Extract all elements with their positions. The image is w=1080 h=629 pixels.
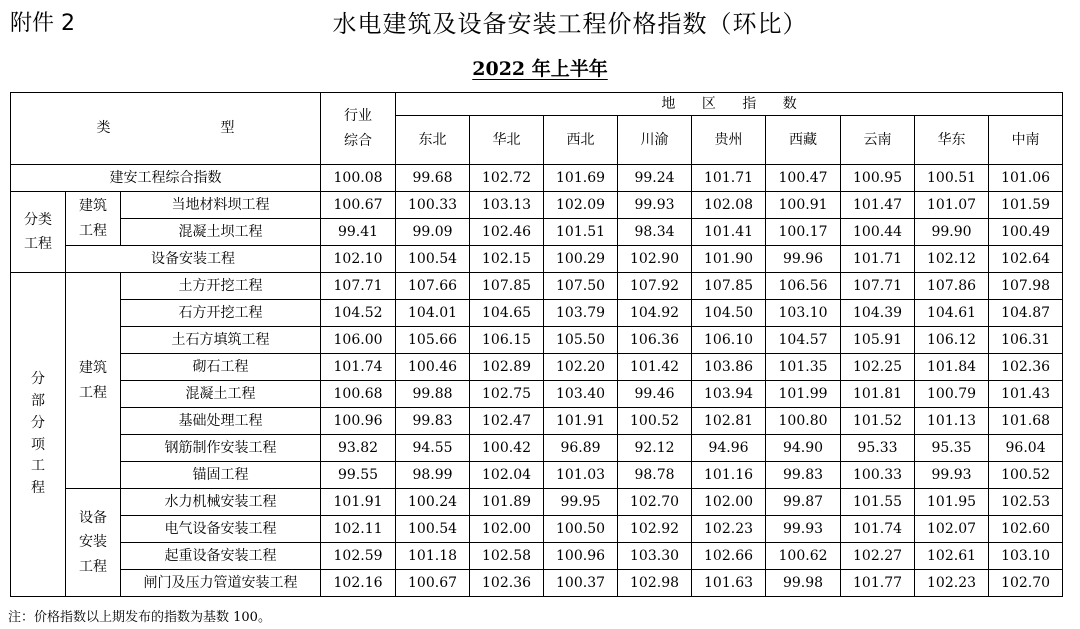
index-value: 101.74 <box>321 354 396 381</box>
index-value: 106.36 <box>618 327 692 354</box>
table-row <box>11 435 1063 462</box>
index-value: 94.96 <box>692 435 766 462</box>
index-value: 101.43 <box>989 381 1063 408</box>
row-label: 钢筋制作安装工程 <box>121 435 321 462</box>
index-value: 102.27 <box>841 543 915 570</box>
index-value: 101.89 <box>470 489 544 516</box>
index-value: 101.81 <box>841 381 915 408</box>
index-value: 99.09 <box>396 219 470 246</box>
table-row <box>11 516 1063 543</box>
index-value: 104.87 <box>989 300 1063 327</box>
index-value: 101.35 <box>766 354 841 381</box>
index-value: 93.82 <box>321 435 396 462</box>
region-header: 中南 <box>989 116 1063 165</box>
index-value: 99.96 <box>766 246 841 273</box>
row-label: 混凝土工程 <box>121 381 321 408</box>
table-row <box>11 570 1063 597</box>
index-value: 107.98 <box>989 273 1063 300</box>
row-label: 闸门及压力管道安装工程 <box>121 570 321 597</box>
index-value: 105.66 <box>396 327 470 354</box>
index-value: 101.59 <box>989 192 1063 219</box>
index-value: 100.67 <box>321 192 396 219</box>
index-value: 101.03 <box>544 462 618 489</box>
table-row <box>11 165 1063 192</box>
index-value: 100.50 <box>544 516 618 543</box>
index-value: 100.49 <box>989 219 1063 246</box>
index-value: 105.91 <box>841 327 915 354</box>
price-index-table <box>10 92 1063 597</box>
index-value: 99.41 <box>321 219 396 246</box>
index-value: 101.13 <box>915 408 989 435</box>
index-value: 102.75 <box>470 381 544 408</box>
index-value: 102.90 <box>618 246 692 273</box>
index-value: 99.93 <box>618 192 692 219</box>
row-label: 土方开挖工程 <box>121 273 321 300</box>
index-value: 102.15 <box>470 246 544 273</box>
index-value: 101.55 <box>841 489 915 516</box>
index-value: 100.79 <box>915 381 989 408</box>
row-label: 锚固工程 <box>121 462 321 489</box>
index-value: 99.24 <box>618 165 692 192</box>
table-row <box>11 300 1063 327</box>
index-value: 99.46 <box>618 381 692 408</box>
group-subitem: 分 部 分 项 工 程 <box>11 273 66 597</box>
index-value: 104.52 <box>321 300 396 327</box>
index-value: 100.42 <box>470 435 544 462</box>
index-value: 102.36 <box>470 570 544 597</box>
index-value: 106.00 <box>321 327 396 354</box>
header-row-1 <box>11 93 1063 116</box>
index-value: 99.98 <box>766 570 841 597</box>
index-value: 99.87 <box>766 489 841 516</box>
row-label: 石方开挖工程 <box>121 300 321 327</box>
index-value: 107.85 <box>470 273 544 300</box>
index-value: 96.89 <box>544 435 618 462</box>
region-header: 西北 <box>544 116 618 165</box>
index-value: 101.99 <box>766 381 841 408</box>
index-value: 101.07 <box>915 192 989 219</box>
index-value: 99.88 <box>396 381 470 408</box>
table-row <box>11 408 1063 435</box>
index-value: 100.37 <box>544 570 618 597</box>
index-value: 99.55 <box>321 462 396 489</box>
index-value: 106.10 <box>692 327 766 354</box>
index-value: 106.15 <box>470 327 544 354</box>
index-value: 100.51 <box>915 165 989 192</box>
index-value: 104.39 <box>841 300 915 327</box>
table-row <box>11 354 1063 381</box>
index-value: 102.64 <box>989 246 1063 273</box>
index-value: 102.81 <box>692 408 766 435</box>
index-value: 102.07 <box>915 516 989 543</box>
row-label: 砌石工程 <box>121 354 321 381</box>
index-value: 107.92 <box>618 273 692 300</box>
index-value: 102.04 <box>470 462 544 489</box>
index-value: 102.70 <box>989 570 1063 597</box>
table-row <box>11 489 1063 516</box>
table-row <box>11 246 1063 273</box>
region-header: 东北 <box>396 116 470 165</box>
index-value: 100.96 <box>321 408 396 435</box>
index-value: 101.74 <box>841 516 915 543</box>
index-value: 102.00 <box>470 516 544 543</box>
index-value: 103.79 <box>544 300 618 327</box>
index-value: 104.01 <box>396 300 470 327</box>
index-value: 100.54 <box>396 516 470 543</box>
index-value: 100.96 <box>544 543 618 570</box>
region-header: 川渝 <box>618 116 692 165</box>
index-value: 100.80 <box>766 408 841 435</box>
group-subitem-installation: 设备 安装 工程 <box>66 489 121 597</box>
index-value: 100.33 <box>396 192 470 219</box>
index-value: 101.91 <box>544 408 618 435</box>
index-value: 106.56 <box>766 273 841 300</box>
table-row <box>11 381 1063 408</box>
index-value: 107.71 <box>321 273 396 300</box>
index-value: 103.86 <box>692 354 766 381</box>
index-value: 98.78 <box>618 462 692 489</box>
index-value: 103.94 <box>692 381 766 408</box>
table-row <box>11 327 1063 354</box>
index-value: 101.68 <box>989 408 1063 435</box>
index-value: 102.46 <box>470 219 544 246</box>
index-value: 101.41 <box>692 219 766 246</box>
index-value: 102.58 <box>470 543 544 570</box>
index-value: 98.99 <box>396 462 470 489</box>
attachment-label: 附件 2 <box>10 11 75 36</box>
index-value: 94.90 <box>766 435 841 462</box>
index-value: 101.71 <box>841 246 915 273</box>
index-value: 102.23 <box>692 516 766 543</box>
index-value: 102.47 <box>470 408 544 435</box>
index-value: 100.54 <box>396 246 470 273</box>
index-value: 100.33 <box>841 462 915 489</box>
index-value: 100.29 <box>544 246 618 273</box>
index-value: 107.86 <box>915 273 989 300</box>
index-value: 100.62 <box>766 543 841 570</box>
index-value: 102.12 <box>915 246 989 273</box>
group-subitem-building: 建筑 工程 <box>66 273 121 489</box>
index-value: 104.50 <box>692 300 766 327</box>
index-value: 100.17 <box>766 219 841 246</box>
index-value: 99.83 <box>766 462 841 489</box>
type-header: 类 型 <box>11 93 321 165</box>
row-label: 设备安装工程 <box>66 246 321 273</box>
region-header: 云南 <box>841 116 915 165</box>
index-value: 101.69 <box>544 165 618 192</box>
index-value: 102.53 <box>989 489 1063 516</box>
index-value: 95.35 <box>915 435 989 462</box>
index-value: 101.71 <box>692 165 766 192</box>
index-value: 102.66 <box>692 543 766 570</box>
region-index-header: 地 区 指 数 <box>396 93 1063 116</box>
index-value: 102.92 <box>618 516 692 543</box>
index-value: 102.59 <box>321 543 396 570</box>
index-value: 102.11 <box>321 516 396 543</box>
index-value: 100.44 <box>841 219 915 246</box>
index-value: 101.18 <box>396 543 470 570</box>
industry-header: 行业 综合 <box>321 93 396 165</box>
index-value: 101.77 <box>841 570 915 597</box>
index-value: 103.10 <box>766 300 841 327</box>
index-value: 99.68 <box>396 165 470 192</box>
region-header: 贵州 <box>692 116 766 165</box>
table-row <box>11 192 1063 219</box>
index-value: 100.24 <box>396 489 470 516</box>
index-value: 102.36 <box>989 354 1063 381</box>
region-header: 西藏 <box>766 116 841 165</box>
index-value: 92.12 <box>618 435 692 462</box>
table-row <box>11 462 1063 489</box>
row-label: 电气设备安装工程 <box>121 516 321 543</box>
table-row <box>11 273 1063 300</box>
group-classification: 分类 工程 <box>11 192 66 273</box>
index-value: 102.89 <box>470 354 544 381</box>
index-value: 107.85 <box>692 273 766 300</box>
index-value: 99.90 <box>915 219 989 246</box>
index-value: 104.65 <box>470 300 544 327</box>
row-label: 建安工程综合指数 <box>11 165 321 192</box>
index-value: 101.52 <box>841 408 915 435</box>
index-value: 104.57 <box>766 327 841 354</box>
index-value: 100.67 <box>396 570 470 597</box>
index-value: 95.33 <box>841 435 915 462</box>
index-value: 105.50 <box>544 327 618 354</box>
row-label: 当地材料坝工程 <box>121 192 321 219</box>
index-value: 99.83 <box>396 408 470 435</box>
index-value: 101.51 <box>544 219 618 246</box>
region-header: 华东 <box>915 116 989 165</box>
index-value: 102.25 <box>841 354 915 381</box>
index-value: 100.95 <box>841 165 915 192</box>
index-value: 99.95 <box>544 489 618 516</box>
index-value: 102.23 <box>915 570 989 597</box>
index-value: 101.63 <box>692 570 766 597</box>
index-value: 103.30 <box>618 543 692 570</box>
index-value: 101.06 <box>989 165 1063 192</box>
index-value: 102.08 <box>692 192 766 219</box>
group-building: 建筑 工程 <box>66 192 121 246</box>
footnote: 注：价格指数以上期发布的指数为基数 100。 <box>8 610 271 625</box>
table-row <box>11 543 1063 570</box>
index-value: 102.10 <box>321 246 396 273</box>
index-value: 103.13 <box>470 192 544 219</box>
index-value: 100.46 <box>396 354 470 381</box>
index-value: 106.31 <box>989 327 1063 354</box>
index-value: 103.40 <box>544 381 618 408</box>
row-label: 混凝土坝工程 <box>121 219 321 246</box>
index-value: 101.95 <box>915 489 989 516</box>
index-value: 104.61 <box>915 300 989 327</box>
table-row <box>11 219 1063 246</box>
index-value: 96.04 <box>989 435 1063 462</box>
index-value: 100.91 <box>766 192 841 219</box>
index-value: 99.93 <box>766 516 841 543</box>
index-value: 100.08 <box>321 165 396 192</box>
index-value: 102.09 <box>544 192 618 219</box>
index-value: 102.72 <box>470 165 544 192</box>
index-value: 100.47 <box>766 165 841 192</box>
index-value: 107.71 <box>841 273 915 300</box>
index-value: 98.34 <box>618 219 692 246</box>
index-value: 101.84 <box>915 354 989 381</box>
index-value: 104.92 <box>618 300 692 327</box>
index-value: 102.20 <box>544 354 618 381</box>
row-label: 土石方填筑工程 <box>121 327 321 354</box>
index-value: 101.42 <box>618 354 692 381</box>
row-label: 起重设备安装工程 <box>121 543 321 570</box>
index-value: 102.16 <box>321 570 396 597</box>
index-value: 100.52 <box>618 408 692 435</box>
index-value: 101.16 <box>692 462 766 489</box>
index-value: 102.60 <box>989 516 1063 543</box>
page-title: 水电建筑及设备安装工程价格指数（环比） <box>332 10 808 38</box>
index-value: 102.98 <box>618 570 692 597</box>
index-value: 107.50 <box>544 273 618 300</box>
index-value: 102.61 <box>915 543 989 570</box>
index-value: 103.10 <box>989 543 1063 570</box>
index-value: 99.93 <box>915 462 989 489</box>
index-value: 106.12 <box>915 327 989 354</box>
index-value: 102.70 <box>618 489 692 516</box>
index-value: 94.55 <box>396 435 470 462</box>
row-label: 水力机械安装工程 <box>121 489 321 516</box>
index-value: 101.91 <box>321 489 396 516</box>
index-value: 100.52 <box>989 462 1063 489</box>
index-value: 101.47 <box>841 192 915 219</box>
index-value: 101.90 <box>692 246 766 273</box>
period-subtitle: 2022 年上半年 <box>472 58 608 80</box>
region-header: 华北 <box>470 116 544 165</box>
index-value: 100.68 <box>321 381 396 408</box>
index-value: 102.00 <box>692 489 766 516</box>
row-label: 基础处理工程 <box>121 408 321 435</box>
index-value: 107.66 <box>396 273 470 300</box>
